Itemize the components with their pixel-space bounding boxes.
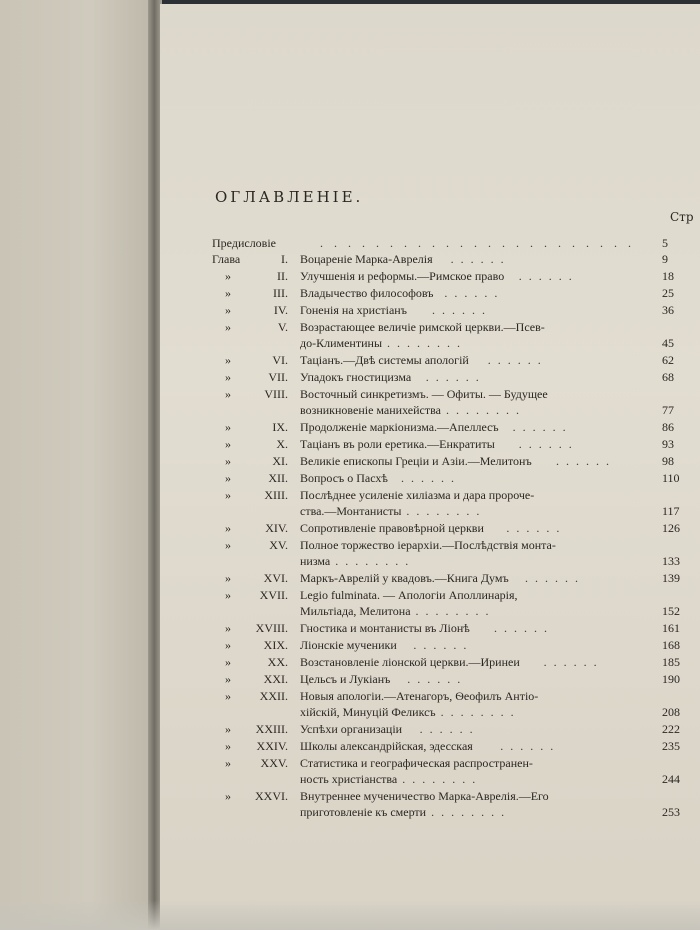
- chapter-title: Ліонскіе мученики: [300, 638, 397, 652]
- chapter-marker: »: [225, 303, 231, 317]
- chapter-title: Послѣднее усиленіе хиліазма и дара пророче-: [300, 488, 535, 502]
- page-number: 77: [662, 403, 674, 417]
- page-number-row: [0, 620, 700, 636]
- chapter-title: Таціанъ.—Двѣ системы апологій: [300, 353, 469, 367]
- chapter-number: VI.: [272, 353, 288, 367]
- chapter-title: Упадокъ гностицизма: [300, 370, 412, 384]
- page-number-row: [0, 654, 700, 670]
- chapter-title: Возстановленіе ліонской церкви.—Иринеи: [300, 655, 520, 669]
- chapter-number: XX.: [267, 655, 288, 669]
- toc-entry: [0, 688, 700, 704]
- chapter-title-continuation: низма . . . . . . . .: [300, 554, 411, 568]
- chapter-number: XXVI.: [255, 789, 288, 803]
- chapter-marker: »: [225, 286, 231, 300]
- chapter-number: II.: [277, 269, 288, 283]
- chapter-title-continuation: приготовленіе къ смерти . . . . . . . .: [300, 805, 507, 819]
- chapter-title-continuation: ства.—Монтанисты . . . . . . . .: [300, 504, 482, 518]
- chapter-title: Восточный синкретизмъ. — Офиты. — Будущее: [300, 387, 548, 401]
- page-number: 25: [662, 286, 674, 300]
- leader-dots: . . . . . .: [432, 303, 487, 317]
- chapter-number: X.: [276, 437, 288, 451]
- chapter-number: XXI.: [263, 672, 288, 686]
- page-number-row: [0, 704, 700, 720]
- chapter-title: Владычество философовъ: [300, 286, 434, 300]
- preface-page: 5: [662, 236, 668, 250]
- page-number-row: [0, 419, 700, 435]
- toc-entry: [0, 386, 700, 402]
- chapter-number: IX.: [272, 420, 288, 434]
- chapter-number: XXIV.: [256, 739, 288, 753]
- chapter-marker: Глава: [212, 252, 241, 266]
- page-bottom-shadow: [0, 900, 700, 930]
- chapter-number: VIII.: [264, 387, 288, 401]
- page-number-row: [0, 369, 700, 385]
- page-number: 62: [662, 353, 674, 367]
- page-number-row: [0, 352, 700, 368]
- chapter-title: Сопротивленіе правовѣрной церкви: [300, 521, 484, 535]
- page-number-row: [0, 738, 700, 754]
- chapter-marker: »: [225, 269, 231, 283]
- page-number-row: [0, 637, 700, 653]
- chapter-title: Возрастающее величіе римской церкви.—Псев-: [300, 320, 545, 334]
- page-number-row: [0, 268, 700, 284]
- page-number: 126: [662, 521, 680, 535]
- chapter-marker: »: [225, 756, 231, 770]
- chapter-title-continuation: Мильтіада, Мелитона . . . . . . . .: [300, 604, 491, 618]
- page-number: 93: [662, 437, 674, 451]
- chapter-number: XVII.: [259, 588, 288, 602]
- chapter-marker: »: [225, 621, 231, 635]
- chapter-title: Вопросъ о Пасхѣ: [300, 471, 388, 485]
- toc-entry: [0, 587, 700, 603]
- chapter-number: XV.: [269, 538, 288, 552]
- leader-dots: . . . . . .: [494, 621, 549, 635]
- chapter-title: Маркъ-Аврелій у квадовъ.—Книга Думъ: [300, 571, 509, 585]
- chapter-number: XVIII.: [255, 621, 288, 635]
- chapter-marker: »: [225, 638, 231, 652]
- chapter-title: Продолженіе маркіонизма.—Апеллесъ: [300, 420, 499, 434]
- chapter-marker: »: [225, 471, 231, 485]
- chapter-marker: »: [225, 420, 231, 434]
- page-number: 152: [662, 604, 680, 618]
- chapter-marker: »: [225, 387, 231, 401]
- chapter-number: XXV.: [260, 756, 288, 770]
- page-number: 208: [662, 705, 680, 719]
- chapter-marker: »: [225, 722, 231, 736]
- page-number-row: [0, 302, 700, 318]
- page-number-row: [0, 804, 700, 820]
- page-column-label: Стр: [670, 210, 694, 224]
- page-number: 185: [662, 655, 680, 669]
- chapter-title: Гностика и монтанисты въ Ліонѣ: [300, 621, 470, 635]
- chapter-title-continuation: ность христіанства . . . . . . . .: [300, 772, 478, 786]
- leader-dots: . . . . . .: [413, 638, 469, 652]
- page-number-row: [0, 603, 700, 619]
- leader-dots: . . . . . . . .: [426, 805, 507, 819]
- page-number: 86: [662, 420, 674, 434]
- chapter-title-continuation: до-Климентины . . . . . . . .: [300, 336, 463, 350]
- page-number-row: [0, 335, 700, 351]
- chapter-title: Новыя апологіи.—Атенагоръ, Ѳеофилъ Антіо-: [300, 689, 539, 703]
- toc-entry: [0, 319, 700, 335]
- chapter-title: Внутреннее мученичество Марка-Аврелія.—Его: [300, 789, 549, 803]
- leader-dots: . . . . . . . .: [330, 554, 411, 568]
- chapter-title: Таціанъ въ роли еретика.—Енкратиты: [300, 437, 495, 451]
- page-number-row: [0, 721, 700, 737]
- leader-dots: . . . . . .: [407, 672, 463, 686]
- chapter-marker: »: [225, 521, 231, 535]
- page-number-row: [0, 553, 700, 569]
- chapter-number: VII.: [268, 370, 288, 384]
- leader-dots: . . . . . . . .: [410, 604, 491, 618]
- chapter-title-continuation: возникновеніе манихейства . . . . . . . .: [300, 403, 521, 417]
- chapter-number: XIX.: [263, 638, 288, 652]
- page-number-row: [0, 436, 700, 452]
- page-number: 110: [662, 471, 680, 485]
- chapter-marker: »: [225, 571, 231, 585]
- chapter-marker: »: [225, 488, 231, 502]
- chapter-title-continuation: хійскій, Минуцій Феликсъ . . . . . . . .: [300, 705, 516, 719]
- chapter-number: XIV.: [265, 521, 288, 535]
- toc-heading: ОГЛАВЛЕНІЕ.: [215, 188, 364, 206]
- chapter-title: Успѣхи организаціи: [300, 722, 403, 736]
- page-number: 161: [662, 621, 680, 635]
- chapter-title: Гоненія на христіанъ: [300, 303, 407, 317]
- chapter-title: Улучшенія и реформы.—Римское право: [300, 269, 505, 283]
- chapter-number: IV.: [273, 303, 288, 317]
- page-number: 253: [662, 805, 680, 819]
- chapter-number: XVI.: [263, 571, 288, 585]
- chapter-marker: »: [225, 454, 231, 468]
- chapter-title: Полное торжество іерархіи.—Послѣдствія монта-: [300, 538, 556, 552]
- page-number: 98: [662, 454, 674, 468]
- leader-dots: . . . . . . . .: [435, 705, 516, 719]
- chapter-number: III.: [273, 286, 288, 300]
- chapter-marker: »: [225, 437, 231, 451]
- leader-dots: . . . . . . . .: [401, 504, 482, 518]
- chapter-number: XI.: [272, 454, 288, 468]
- chapter-number: I.: [281, 252, 288, 266]
- page-number: 18: [662, 269, 674, 283]
- chapter-title: Школы александрійская, эдесская: [300, 739, 473, 753]
- chapter-title: Статистика и географическая распространен-: [300, 756, 533, 770]
- page-number-row: [0, 453, 700, 469]
- chapter-number: XXIII.: [255, 722, 288, 736]
- page-number-row: [0, 402, 700, 418]
- chapter-marker: »: [225, 538, 231, 552]
- leader-dots: . . . . . .: [425, 370, 481, 384]
- page-number: 190: [662, 672, 680, 686]
- page-number: 235: [662, 739, 680, 753]
- toc-entry: [0, 537, 700, 553]
- page-number: 45: [662, 336, 674, 350]
- page-number-row: [0, 470, 700, 486]
- toc-entry: [0, 788, 700, 804]
- toc-entry: [0, 487, 700, 503]
- preface-title: Предисловіе: [212, 236, 277, 250]
- chapter-marker: »: [225, 689, 231, 703]
- leader-dots: . . . . . .: [543, 655, 599, 669]
- page-number-row: [0, 771, 700, 787]
- page-number: 244: [662, 772, 680, 786]
- page-number: 222: [662, 722, 680, 736]
- page-number-row: [0, 570, 700, 586]
- page-number-row: [0, 503, 700, 519]
- chapter-marker: »: [225, 739, 231, 753]
- chapter-marker: »: [225, 588, 231, 602]
- chapter-marker: »: [225, 320, 231, 334]
- chapter-title: Воцареніе Марка-Аврелія: [300, 252, 433, 266]
- chapter-marker: »: [225, 672, 231, 686]
- page-number: 68: [662, 370, 674, 384]
- toc-entry: [0, 755, 700, 771]
- chapter-marker: »: [225, 353, 231, 367]
- chapter-title: Великіе епископы Греціи и Азіи.—Мелитонъ: [300, 454, 532, 468]
- page-number: 9: [662, 252, 668, 266]
- leader-dots: . . . . . . . . . . . . . . . . . . . . . . .: [320, 236, 635, 250]
- page-number-row: [0, 671, 700, 687]
- leader-dots: . . . . . .: [512, 420, 568, 434]
- leader-dots: . . . . . .: [525, 571, 580, 585]
- chapter-marker: »: [225, 370, 231, 384]
- chapter-number: XXII.: [259, 689, 288, 703]
- leader-dots: . . . . . .: [506, 521, 562, 535]
- page-number: 139: [662, 571, 680, 585]
- leader-dots: . . . . . .: [500, 739, 556, 753]
- chapter-number: V.: [277, 320, 288, 334]
- leader-dots: . . . . . . . .: [397, 772, 478, 786]
- leader-dots: . . . . . .: [487, 353, 543, 367]
- page-number-row: [0, 251, 700, 267]
- chapter-number: XIII.: [264, 488, 288, 502]
- page-number: 133: [662, 554, 680, 568]
- chapter-marker: »: [225, 789, 231, 803]
- leader-dots: . . . . . . . .: [440, 403, 521, 417]
- leader-dots: . . . . . .: [556, 454, 611, 468]
- page-number: 168: [662, 638, 680, 652]
- chapter-title: Legio fulminata. — Апологіи Аполлинарія,: [300, 588, 518, 602]
- page-number: 117: [662, 504, 680, 518]
- chapter-marker: »: [225, 655, 231, 669]
- page-number-row: [0, 285, 700, 301]
- leader-dots: . . . . . .: [444, 286, 500, 300]
- leader-dots: . . . . . . . .: [382, 336, 463, 350]
- page-number: 36: [662, 303, 674, 317]
- leader-dots: . . . . . .: [419, 722, 475, 736]
- chapter-title: Цельсъ и Лукіанъ: [300, 672, 391, 686]
- leader-dots: . . . . . .: [518, 269, 574, 283]
- leader-dots: . . . . . .: [518, 437, 574, 451]
- page-number-row: [0, 520, 700, 536]
- leader-dots: . . . . . .: [401, 471, 456, 485]
- leader-dots: . . . . . .: [450, 252, 506, 266]
- chapter-number: XII.: [268, 471, 288, 485]
